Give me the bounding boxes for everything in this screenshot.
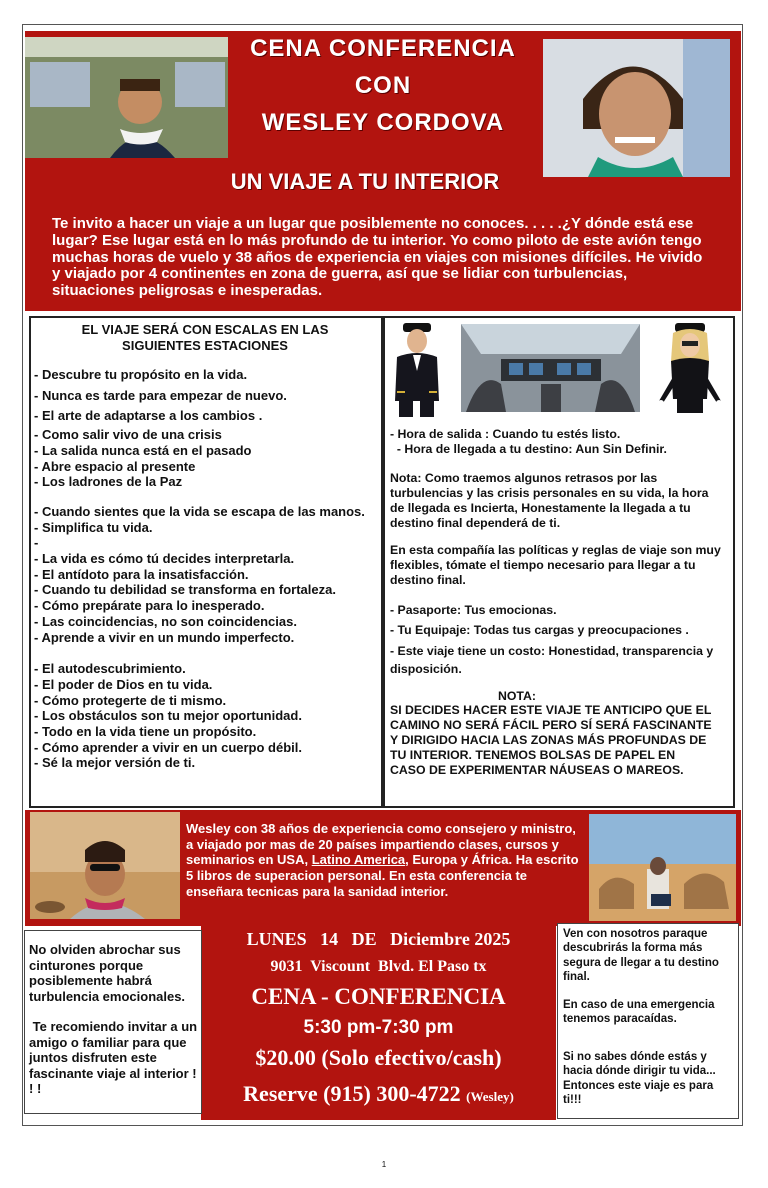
event-price: $20.00 (Solo efectivo/cash) (255, 1045, 502, 1070)
policy-note: En esta compañía las políticas y reglas de viaje son muy flexibles, tómate el tiempo necesario para llegar a tu destino final. (390, 543, 721, 587)
bio-text-end: , Europa y África. Ha escrito 5 libros de superacion personal. En esta conferencia te enseñara tecnicas para la sanidad interior. (186, 852, 579, 899)
pilot-image (389, 321, 444, 419)
station-item: - El autodescubrimiento. (34, 661, 186, 677)
title-line-2: CON (354, 72, 412, 99)
event-title: CENA - CONFERENCIA (251, 984, 506, 1009)
station-item: - Las coincidencias, no son coincidencias. (34, 613, 297, 629)
departure-time: - Hora de salida : Cuando tu estés listo. (390, 427, 621, 441)
station-item: - Sé la mejor versión de ti. (34, 755, 196, 771)
station-item: - Los ladrones de la Paz (34, 474, 183, 490)
photo-portrait (543, 39, 730, 177)
station-item: - Nunca es tarde para empezar de nuevo. (34, 387, 287, 403)
cockpit-image (461, 324, 640, 412)
station-item: - El antídoto para la insatisfacción. (34, 566, 249, 582)
station-item: - La vida es cómo tú decides interpretarla. (34, 551, 295, 567)
bio-text-start: Wesley con 38 años de experiencia como consejero y ministro, a viajado por mas de 20 países impartiendo clases, cursos y seminarios en USA, (186, 821, 576, 868)
station-item: - El arte de adaptarse a los cambios . (34, 408, 263, 424)
destination-note: Ven con nosotros paraque descubrirás la forma más segura de llegar a tu destino final. (563, 928, 719, 983)
stations-list (34, 367, 374, 771)
photo-desert (30, 812, 180, 919)
reserve-name: (Wesley) (466, 1089, 514, 1104)
title-line-3: WESLEY CORDOVA (261, 109, 505, 136)
station-item: - Como salir vivo de una crisis (34, 427, 222, 443)
intro-text: Te invito a hacer un viaje a un lugar que posiblemente no conoces. . . . .¿Y dónde está ese lugar? Ese lugar está en lo más profundo de tu interior. Yo como piloto de este avión tengo muchas horas de vuelo y 38 años de experiencia en viajes con misiones difíciles. He vivido y viajado por 4 continentes en zona de guerra, así que se lidiar con turbulencias, situaciones peligrosas e inesperadas. (52, 215, 703, 300)
nota-warning: SI DECIDES HACER ESTE VIAJE TE ANTICIPO QUE EL CAMINO NO SERÁ FÁCIL PERO SÍ SERÁ FASCINANTE Y DIRIGIDO HACIA LAS ZONAS MÁS PROFUNDAS DE TU INTERIOR. TENEMOS BOLSAS DE PAPEL EN CASO DE EXPERIMENTAR NÁUSEAS O MAREOS. (390, 703, 712, 777)
station-item: - Aprende a vivir en un mundo imperfecto. (34, 629, 295, 645)
nota-title: NOTA: (497, 689, 537, 703)
station-item: - Simplifica tu vida. (34, 519, 153, 535)
station-item: - Descubre tu propósito en la vida. (34, 367, 248, 382)
bio-text (186, 821, 586, 900)
photo-camels (589, 814, 736, 921)
event-address: 9031 Viscount Blvd. El Paso tx (270, 958, 487, 975)
station-item: - Abre espacio al presente (34, 458, 196, 474)
station-item: - Cómo prepárate para lo inesperado. (34, 598, 265, 614)
bio-link-latino-america[interactable]: Latino America (311, 852, 406, 868)
luggage-line: - Tu Equipaje: Todas tus cargas y preocupaciones . (390, 623, 689, 637)
arrival-time: - Hora de llegada a tu destino: Aun Sin Definir. (390, 442, 667, 456)
station-item: - La salida nunca está en el pasado (34, 442, 252, 458)
photo-jeep (25, 37, 228, 158)
station-item: - Todo en la vida tiene un propósito. (34, 724, 257, 740)
station-item: - Cómo aprender a vivir en un cuerpo débil. (34, 739, 302, 755)
event-date: LUNES 14 DE Diciembre 2025 (246, 929, 511, 949)
reserve-phone: Reserve (915) 300-4722 (243, 1081, 461, 1106)
flight-attendant-image (651, 321, 731, 419)
event-time: 5:30 pm-7:30 pm (303, 1017, 454, 1038)
passport-line: - Pasaporte: Tus emocionas. (390, 603, 557, 617)
station-item: - Cuando sientes que la vida se escapa de las manos. (34, 503, 365, 519)
station-item: - Cómo protegerte de ti mismo. (34, 692, 227, 708)
station-item: - Cuando tu debilidad se transforma en fortaleza. (34, 582, 336, 598)
invite-note: Te recomiendo invitar a un amigo o familiar para que juntos disfruten este fascinante viaje al interior ! ! ! (29, 1019, 201, 1097)
stations-title: EL VIAJE SERÁ CON ESCALAS EN LAS SIGUIENTES ESTACIONES (81, 322, 329, 353)
final-note: Si no sabes dónde estás y hacia dónde dirigir tu vida... Entonces este viaje es para ti!!! (563, 1051, 716, 1106)
page-number: 1 (381, 1160, 387, 1169)
parachute-note: En caso de una emergencia tenemos paracaídas. (563, 999, 715, 1026)
title-line-1: CENA CONFERENCIA (250, 35, 516, 62)
cost-line: - Este viaje tiene un costo: Honestidad, transparencia y disposición. (390, 644, 714, 676)
station-item: - El poder de Dios en tu vida. (34, 676, 213, 692)
event-reserve (201, 1081, 556, 1107)
station-item: - Los obstáculos son tu mejor oportunidad. (34, 708, 302, 724)
station-item: - (34, 535, 39, 551)
delay-note: Nota: Como traemos algunos retrasos por las turbulencias y las crisis personales en su vida, la hora de llegada es Incierta, Honestamente la llegada a tu destino final dependerá de ti. (390, 471, 709, 530)
subtitle: UN VIAJE A TU INTERIOR (230, 169, 500, 194)
seatbelt-note: No olviden abrochar sus cinturones porque posiblemente habrá turbulencia emocionales. (29, 942, 186, 1004)
